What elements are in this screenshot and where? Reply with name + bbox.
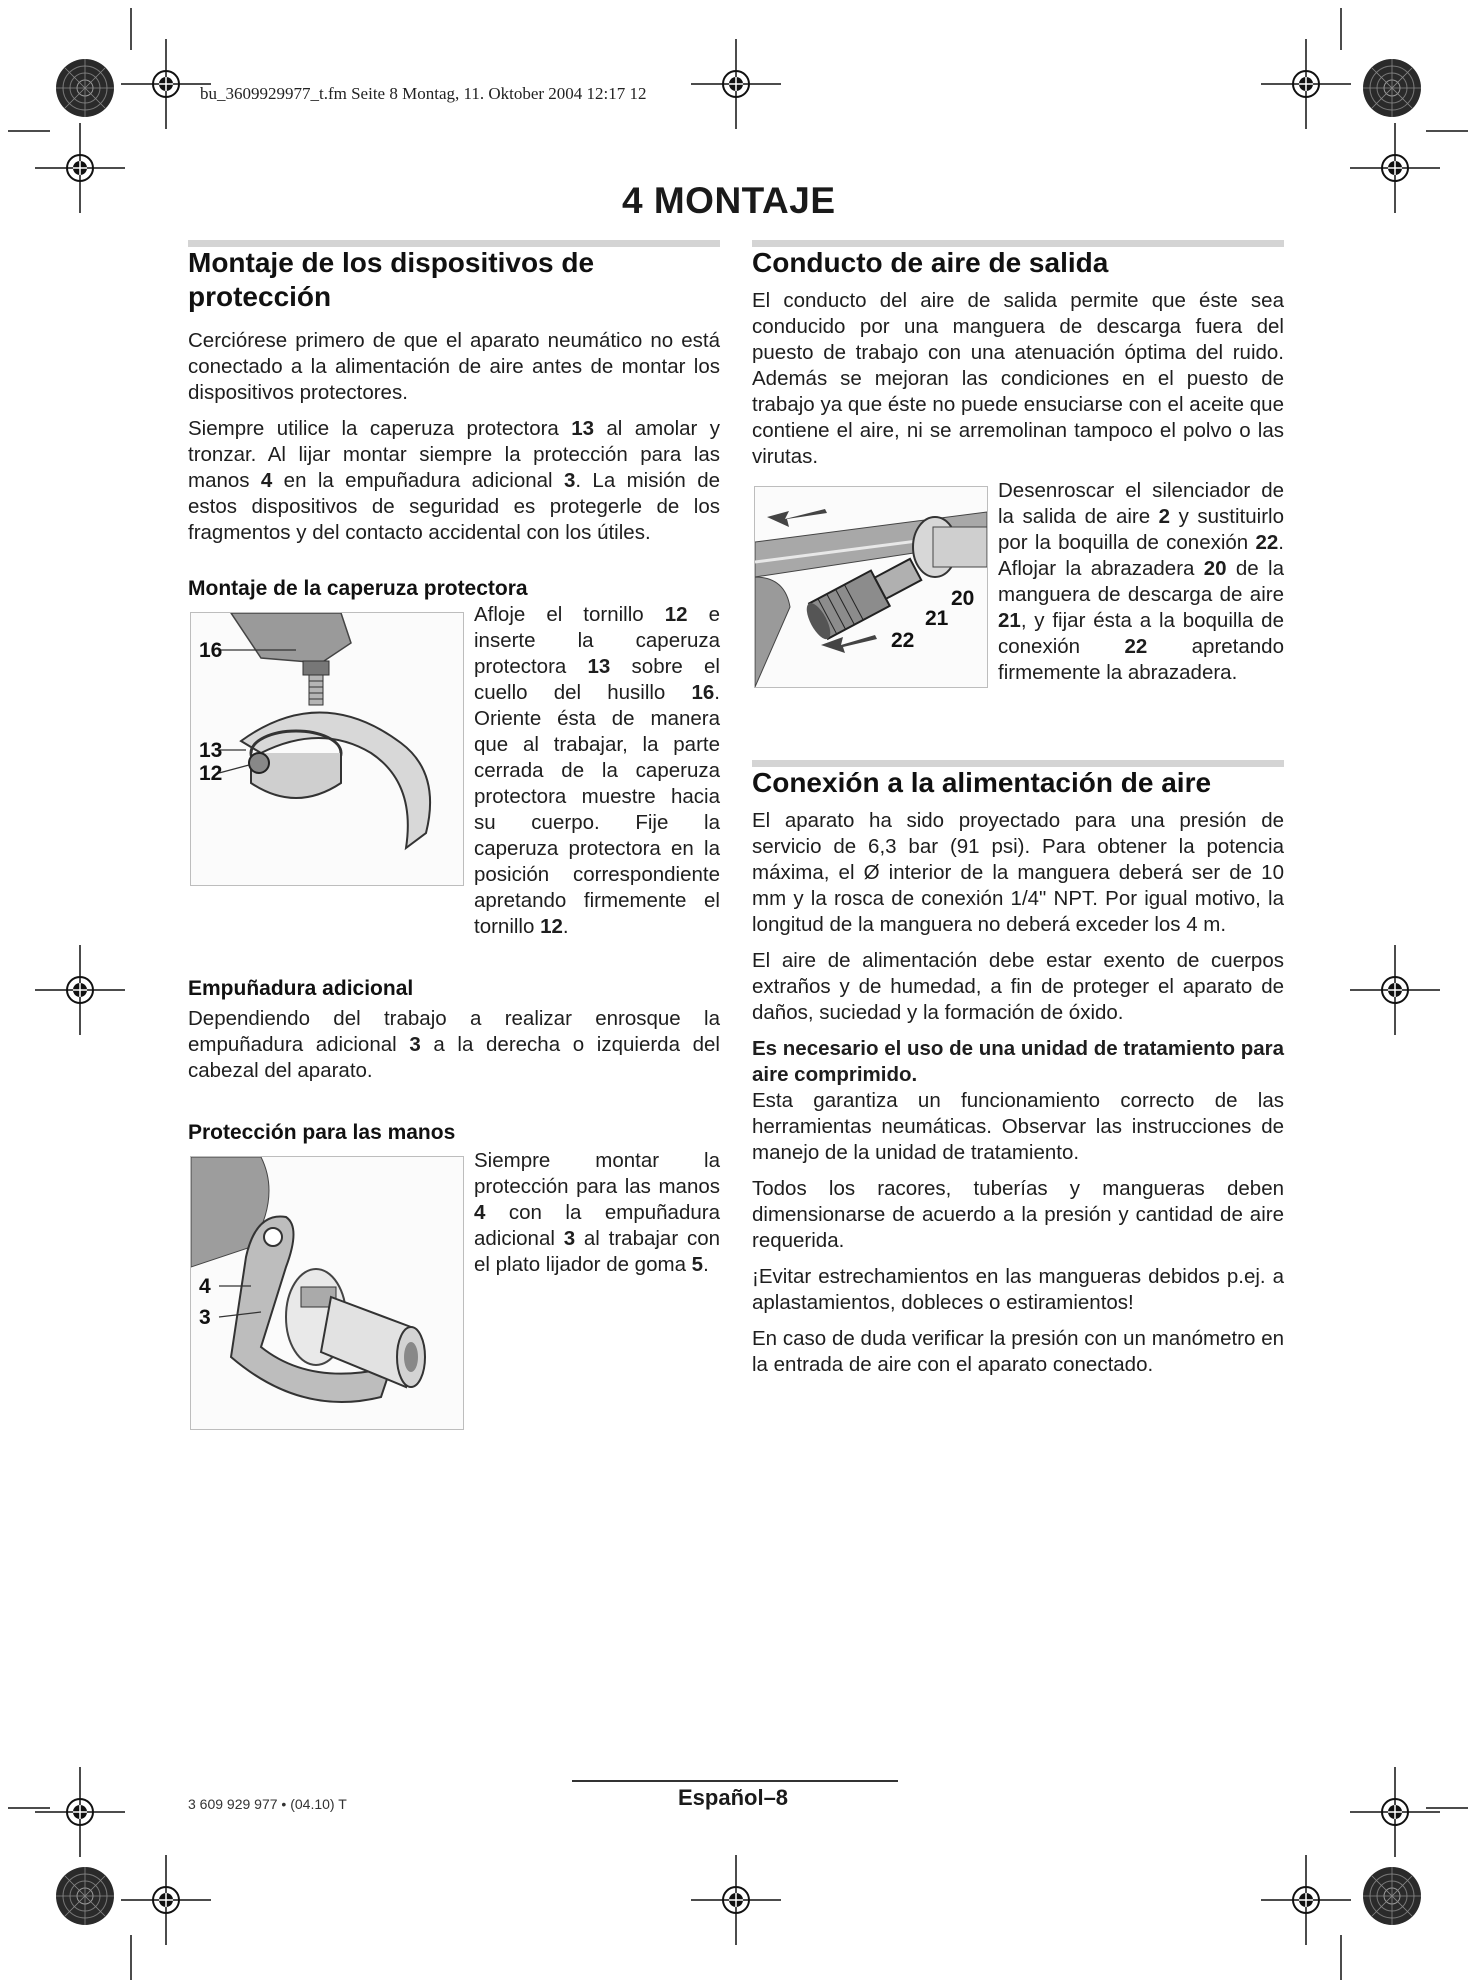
guard-instructions (474, 602, 720, 940)
label-4: 4 (199, 1275, 211, 1298)
paragraph: El aparato ha sido proyectado para una presión de servicio de 6,3 bar (91 psi). Para obtener la potencia máxima, el Ø interior de la manguera deberá ser de 10 mm y la rosca de conexión 1/4" NPT. Por igual motivo, la longitud de la manguera no deberá exceder los 4 m. (752, 809, 1284, 936)
section-title: Montaje de los dispositivos de protección (188, 247, 595, 312)
paragraph: ¡Evitar estrechamientos en las mangueras debidos p.ej. a aplastamientos, dobleces o estiramientos! (752, 1265, 1284, 1314)
section-title: Conexión a la alimentación de aire (752, 767, 1212, 798)
exhaust-figure (754, 486, 988, 688)
section-title: Empuñadura adicional (188, 977, 414, 1000)
paragraph: Afloje el tornillo 12 e inserte la caperuza protectora 13 sobre el cuello del husillo 16. Oriente ésta de manera que al trabajar, la parte cerrada de la caperuza protectora muestre hacia su cuerpo. Fije la caperuza protectora en la posición correspondiente apretando firmemente el tornillo 12. (474, 603, 720, 938)
footer-page-number: Español–8 (678, 1785, 789, 1810)
section-title: Protección para las manos (188, 1121, 456, 1144)
label-3: 3 (199, 1306, 211, 1329)
section-guard-mounting (188, 576, 720, 602)
paragraph: Cerciórese primero de que el aparato neumático no está conectado a la alimentación de aire antes de montar los dispositivos protectores. (188, 329, 720, 404)
paragraph: En caso de duda verificar la presión con un manómetro en la entrada de aire con el aparato conectado. (752, 1327, 1284, 1376)
section-title: Conducto de aire de salida (752, 247, 1109, 278)
footer-rule (572, 1780, 898, 1782)
section-protection-devices (188, 246, 720, 546)
label-13: 13 (199, 739, 223, 762)
chapter-title: 4 MONTAJE (622, 180, 836, 221)
bold-heading: Es necesario el uso de una unidad de tratamiento para aire comprimido. (752, 1037, 1285, 1086)
paragraph: Desenroscar el silenciador de la salida de aire 2 y sustituirlo por la boquilla de conexión 22. Aflojar la abrazadera 20 de la manguera de descarga de aire 21, y fijar ésta a la boquilla de conexión 22 apretando firmemente la abrazadera. (998, 479, 1284, 684)
section-exhaust-air (752, 246, 1284, 470)
section-air-supply (752, 766, 1284, 1378)
section-hand-guard (188, 1120, 720, 1146)
hand-guard-instructions (474, 1148, 720, 1278)
section-title: Montaje de la caperuza protectora (188, 577, 528, 600)
label-22: 22 (891, 629, 915, 652)
paragraph: El conducto del aire de salida permite que éste sea conducido por una manguera de descarga fuera del puesto de trabajo con una atenuación óptima del ruido. Además se mejoran las condiciones en el puesto de trabajo ya que éste no puede ensuciarse con el aceite que contiene el aire, ni se arremolinan tampoco el polvo o las virutas. (752, 289, 1284, 468)
section-auxiliary-handle (188, 976, 720, 1084)
guard-figure (190, 612, 464, 886)
paragraph: Siempre montar la protección para las manos 4 con la empuñadura adicional 3 al trabajar con el plato lijador de goma 5. (474, 1149, 720, 1276)
paragraph: Esta garantiza un funcionamiento correcto de las herramientas neumáticas. Observar las instrucciones de manejo de la unidad de tratamiento. (752, 1089, 1284, 1164)
paragraph: Dependiendo del trabajo a realizar enrosque la empuñadura adicional 3 a la derecha o izquierda del cabezal del aparato. (188, 1007, 720, 1082)
hand-guard-figure (190, 1156, 464, 1430)
label-16: 16 (199, 639, 223, 662)
label-21: 21 (925, 607, 949, 630)
exhaust-instructions (998, 478, 1284, 686)
label-20: 20 (951, 587, 975, 610)
paragraph: Todos los racores, tuberías y mangueras deben dimensionarse de acuerdo a la presión y cantidad de aire requerida. (752, 1177, 1284, 1252)
paragraph: El aire de alimentación debe estar exento de cuerpos extraños y de humedad, a fin de proteger el aparato de daños, suciedad y la formación de óxido. (752, 949, 1284, 1024)
footer-code: 3 609 929 977 • (04.10) T (188, 1796, 347, 1812)
paragraph: Siempre utilice la caperuza protectora 13 al amolar y tronzar. Al lijar montar siempre la protección para las manos 4 en la empuñadura adicional 3. La misión de estos dispositivos de seguridad es protegerle de los fragmentos y del contacto accidental con los útiles. (188, 417, 720, 544)
label-12: 12 (199, 762, 223, 785)
print-header: bu_3609929977_t.fm Seite 8 Montag, 11. Oktober 2004 12:17 12 (200, 84, 647, 103)
